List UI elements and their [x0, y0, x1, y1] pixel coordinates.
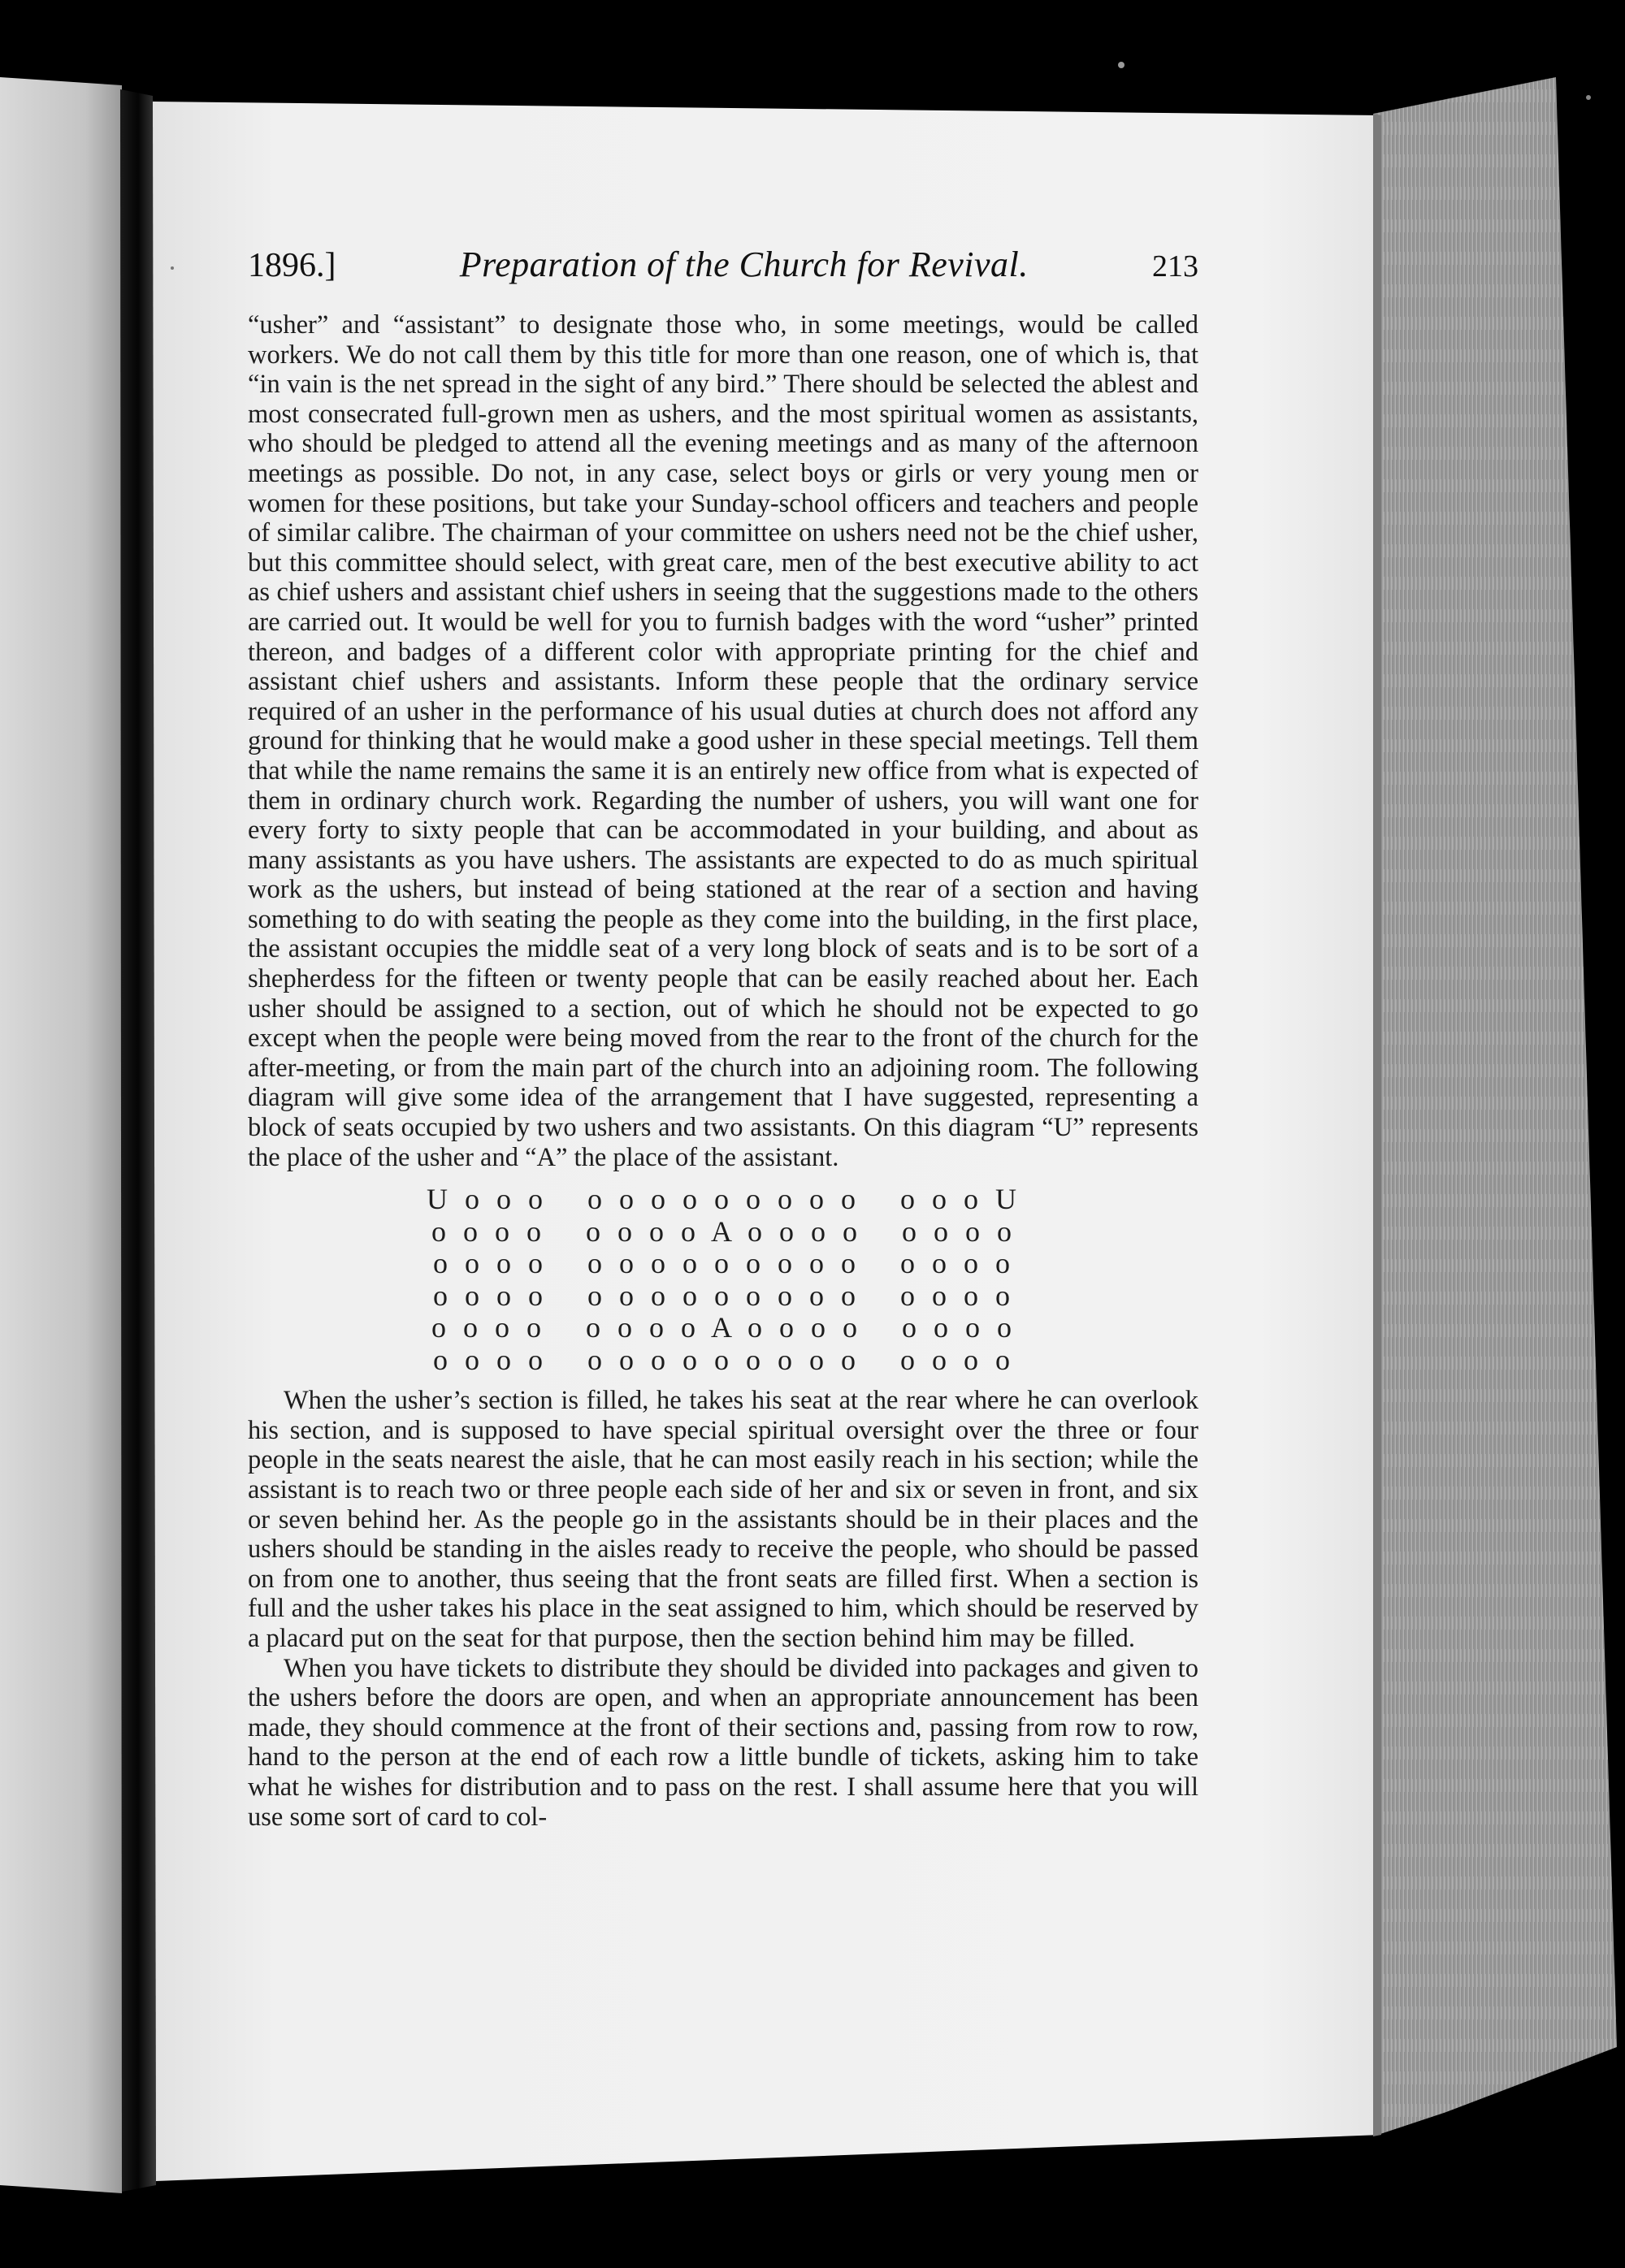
diagram-row: o o o o o o o o o o o o o o o o o	[433, 1247, 1013, 1280]
body-paragraph: When you have tickets to distribute they should be divided into packages and given to the ushers before the doors are open, and when an appropriate announcement has been made, they should commence at the front of their sections and, passing from row to row, hand to the person at the end of each row a little bundle of tickets, asking him to take what he wishes for distribution and to pass on the rest. I shall assume here that you will use some sort of card to col-	[248, 1653, 1198, 1832]
diagram-row: o o o o o o o o A o o o o o o o o	[431, 1214, 1016, 1248]
diagram-row: o o o o o o o o o o o o o o o o o	[433, 1279, 1013, 1312]
seating-diagram	[248, 1184, 1198, 1376]
diagram-row: U o o o o o o o o o o o o o o o U	[427, 1183, 1020, 1216]
body-paragraph: When the usher’s section is filled, he takes his seat at the rear where he can overlook his section, and is supposed to have special spiritual oversight over the three or four people in the seats nearest the aisle, that he can most easily reach in his section; while the assistant is to reach two or three people each side of her and six or seven in front, and six or seven behind her. As the people go in the assistants should be in their places and the ushers should be standing in the aisles ready to receive the people, who should be passed on from one to another, thus seeing that the front seats are filled first. When a section is full and the usher takes his place in the seat assigned to him, which should be reserved by a placard put on the seat for that purpose, then the section behind him may be filled.	[248, 1386, 1198, 1653]
running-head-title: Preparation of the Church for Revival.	[459, 245, 1029, 284]
page-content	[248, 244, 1198, 1832]
body-paragraph: “usher” and “assistant” to designate those who, in some meetings, would be called workers. We do not call them by this title for more than one reason, one of which is, that “in vain is the net spread in the sight of any bird.” There should be selected the ablest and most consecrated full-grown men as ushers, and the most spiritual women as assistants, who should be pledged to attend all the evening meetings and as many of the afternoon meetings as possible. Do not, in any case, select boys or girls or very young men or women for these positions, but take your Sunday-school officers and teachers and people of similar calibre. The chairman of your committee on ushers need not be the chief usher, but this committee should select, with great care, men of the best executive ability to act as chief ushers and assistant chief ushers in seeing that the suggestions made to the others are carried out. It would be well for you to furnish badges with the word “usher” printed thereon, and badges of a different color with appropriate printing for the chief and assistant chief ushers and assistants. Inform these people that the ordinary service required of an usher in the performance of his usual duties at church does not afford any ground for thinking that he would make a good usher in these special meetings. Tell them that while the name remains the same it is an entirely new office from what is expected of them in ordinary church work. Regarding the number of ushers, you will want one for every forty to sixty people that can be accommodated in your building, and about as many assistants as you have ushers. The assistants are expected to do as much spiritual work as the ushers, but instead of being stationed at the rear of a section and having something to do with seating the people as they come into the building, in the first place, the assistant occupies the middle seat of a very long block of seats and is to be sort of a shepherdess for the fifteen or twenty people that can be easily reached about her. Each usher should be assigned to a section, out of which he should not be expected to go except when the people were being moved from the rear to the front of the church for the after-meeting, or from the main part of the church into an adjoining room. The following diagram will give some idea of the arrangement that I have suggested, representing a block of seats occupied by two ushers and two assistants. On this diagram “U” represents the place of the usher and “A” the place of the assistant.	[248, 310, 1198, 1172]
left-page-edge	[0, 77, 122, 2193]
running-head-year: 1896.]	[248, 247, 336, 284]
running-head	[248, 244, 1198, 309]
diagram-row: o o o o o o o o A o o o o o o o o	[431, 1311, 1016, 1344]
book-gutter	[120, 89, 156, 2192]
page-number: 213	[1151, 249, 1198, 284]
diagram-row: o o o o o o o o o o o o o o o o o	[433, 1343, 1013, 1376]
